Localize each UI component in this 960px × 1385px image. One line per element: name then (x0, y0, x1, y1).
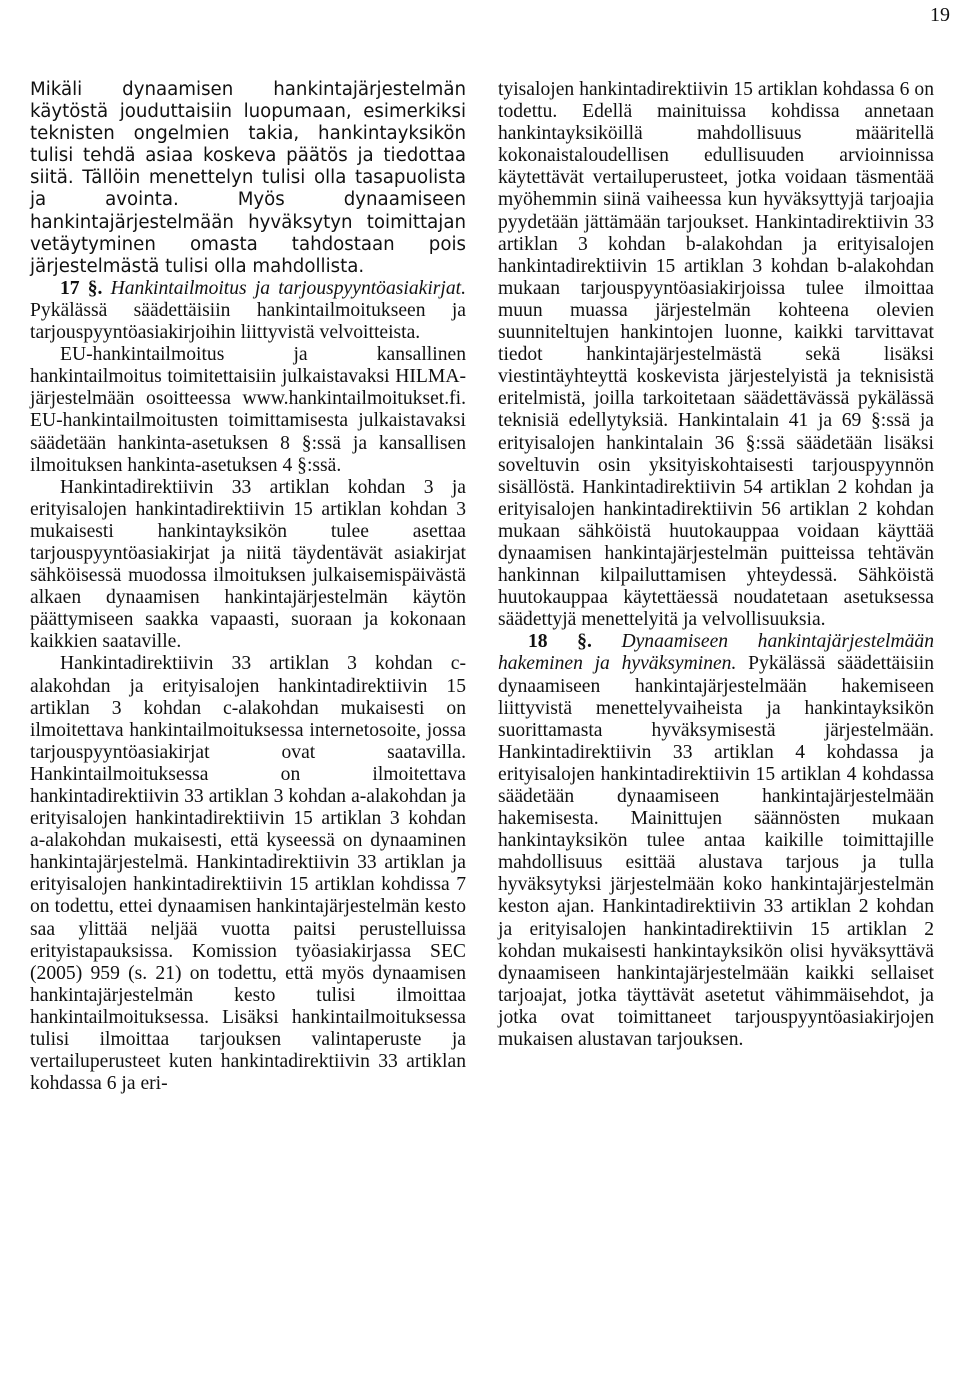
page-number: 19 (930, 4, 950, 26)
right-column (498, 79, 934, 1051)
body-paragraph-continued: tyisalojen hankintadirektiivin 15 artiklan kohdassa 6 on todettu. Edellä mainituissa kohdissa annetaan hankintayksiköillä mahdollisuus määritellä kokonaistaloudellisen edullisuuden arvioinnissa käytettävät vertailuperusteet, jotka voidaan täsmentää myöhemmin siinä vaiheessa kun hyväksyttyjä tarjoajia pyydetään jättämään tarjoukset. Hankintadirektiivin 33 artiklan 3 kohdan b-alakohdan ja erityisalojen hankintadirektiivin 15 artiklan 3 kohdan b-alakohdan mukaan tarjouspyyntöasiakirjoissa tulee ilmoittaa muun muassa järjestelmän kohteena olevien suunniteltujen hankintojen luonne, kaikki tarvittavat tiedot hankintajärjestelmästä sekä lisäksi viestintäyhteyttä koskevista järjestelyistä ja teknisistä eritelmistä, joilla tarkoitetaan säädettävässä pykälässä teknisiä edellytyksiä. Hankintalain 41 ja 69 §:ssä ja erityisalojen hankintalain 36 §:ssä säädetään lisäksi soveltuvin osin yksityiskohtaisesti tarjouspyynnön sisällöstä. Hankintadirektiivin 54 artiklan 2 kohdan ja erityisalojen hankintadirektiivin 56 artiklan 2 kohdan mukaan sähköistä huutokauppaa voidaan käyttää dynaamisen hankintajärjestelmän puitteissa tehtävän hankinnan kilpailuttamisen yhteydessä. Sähköistä huutokauppaa käytettäessä noudatetaan asetuksessa säädettyjä menettelyitä ja velvollisuuksia. (498, 79, 934, 631)
section-18-number: 18 §. (528, 631, 592, 653)
body-paragraph-electronic-documents: Hankintadirektiivin 33 artiklan kohdan 3 ja erityisalojen hankintadirektiivin 15 artiklan kohdan 3 mukaisesti hankintayksikön tulee asettaa tarjouspyyntöasiakirjat ja niitä täydentävät asiakirjat sähköisessä muodossa ilmoituksen julkaisemispäivästä alkaen dynaamisen hankintajärjestelmän käytön päättymiseen saakka vapaasti, suoraan ja kokonaan kaikkien saataville. (30, 476, 466, 653)
section-17-heading-paragraph (30, 278, 466, 344)
section-18-text: Pykälässä säädettäisiin dynaamiseen hankintajärjestelmään hakemiseen liittyvistä menettelyvaiheista ja hankintayksikön suorittamasta hyväksymisestä järjestelmään. Hankintadirektiivin 33 artiklan 4 kohdassa ja erityisalojen hankintadirektiivin 15 artiklan 4 kohdassa säädetään dynaamiseen hankintajärjestelmään hakemisesta. Mainittujen säännösten mukaan hankintayksikön tulee antaa kaikille toimittajille mahdollisuus esittää alustava tarjous ja tulla hyväksytyksi järjestelmään koko hankintajärjestelmän keston ajan. Hankintadirektiivin 33 artiklan 2 kohdan ja erityisalojen hankintadirektiivin 15 artiklan 2 kohdan mukaisesti hankintayksikön olisi hyväksyttävä dynaamiseen hankintajärjestelmään kaikki sellaiset tarjoajat, jotka täyttävät asetetut vähimmäisehdot, ja jotka ovat toimittaneet tarjouspyyntöasiakirjojen mukaisen alustavan tarjouksen. (498, 653, 935, 1051)
intro-paragraph: Mikäli dynaamisen hankintajärjestelmän käytöstä jouduttaisiin luopumaan, esimerkiksi teknisten ongelmien takia, hankintayksikön tulisi tehdä asiaa koskeva päätös ja tiedottaa siitä. Tällöin menettelyn tulisi olla tasapuolista ja avointa. Myös dynaamiseen hankintajärjestelmään hyväksytyn toimittajan vetäytyminen omasta tahdostaan pois järjestelmästä tulisi olla mahdollista. (30, 79, 466, 277)
left-column (30, 79, 466, 1095)
section-17-title: Hankintailmoitus ja tarjouspyyntöasiakirjat. (110, 277, 466, 299)
body-paragraph-notice-requirements: Hankintadirektiivin 33 artiklan 3 kohdan c-alakohdan ja erityisalojen hankintadirektiivin 15 artiklan 3 kohdan c-alakohdan mukaisesti on ilmoitettava hankintailmoituksessa internetosoite, jossa tarjouspyyntöasiakirjat ovat saatavilla. Hankintailmoituksessa on ilmoitettava hankintadirektiivin 33 artiklan 3 kohdan a-alakohdan ja erityisalojen hankintadirektiivin 15 artiklan 3 kohdan a-alakohdan mukaisesti, että kyseessä on dynaaminen hankintajärjestelmä. Hankintadirektiivin 33 artiklan ja erityisalojen hankintadirektiivin 15 artiklan kohdissa 7 on todettu, ettei dynaamisen hankintajärjestelmän kesto saa ylittää neljää vuotta paitsi perustelluissa erityistapauksissa. Komission työasiakirjassa SEC (2005) 959 (s. 21) on todettu, että myös dynaamisen hankintajärjestelmän kesto tulisi ilmoittaa hankintailmoituksessa. Lisäksi hankintailmoituksessa tulisi ilmoittaa tarjouksen valintaperuste ja vertailuperusteet kuten hankintadirektiivin 33 artiklan kohdassa 6 ja eri- (30, 653, 466, 1095)
section-18-heading-paragraph (498, 631, 934, 1051)
section-17-text: Pykälässä säädettäisiin hankintailmoitukseen ja tarjouspyyntöasiakirjoihin liittyvistä velvoitteista. (30, 299, 466, 344)
body-paragraph-hilma: EU-hankintailmoitus ja kansallinen hankintailmoitus toimitettaisiin julkaistavaksi HILMA- järjestelmään osoitteessa www.hankintailmoitukset.fi. EU-hankintailmoitusten toimittamisesta julkaistavaksi säädetään hankinta-asetuksen 8 §:ssä ja kansallisen ilmoituksen hankinta-asetuksen 4 §:ssä. (30, 344, 466, 476)
section-18-title: Dynaamiseen hankintajärjestelmään hakeminen ja hyväksyminen. (498, 631, 934, 675)
section-17-number: 17 §. (60, 277, 103, 299)
